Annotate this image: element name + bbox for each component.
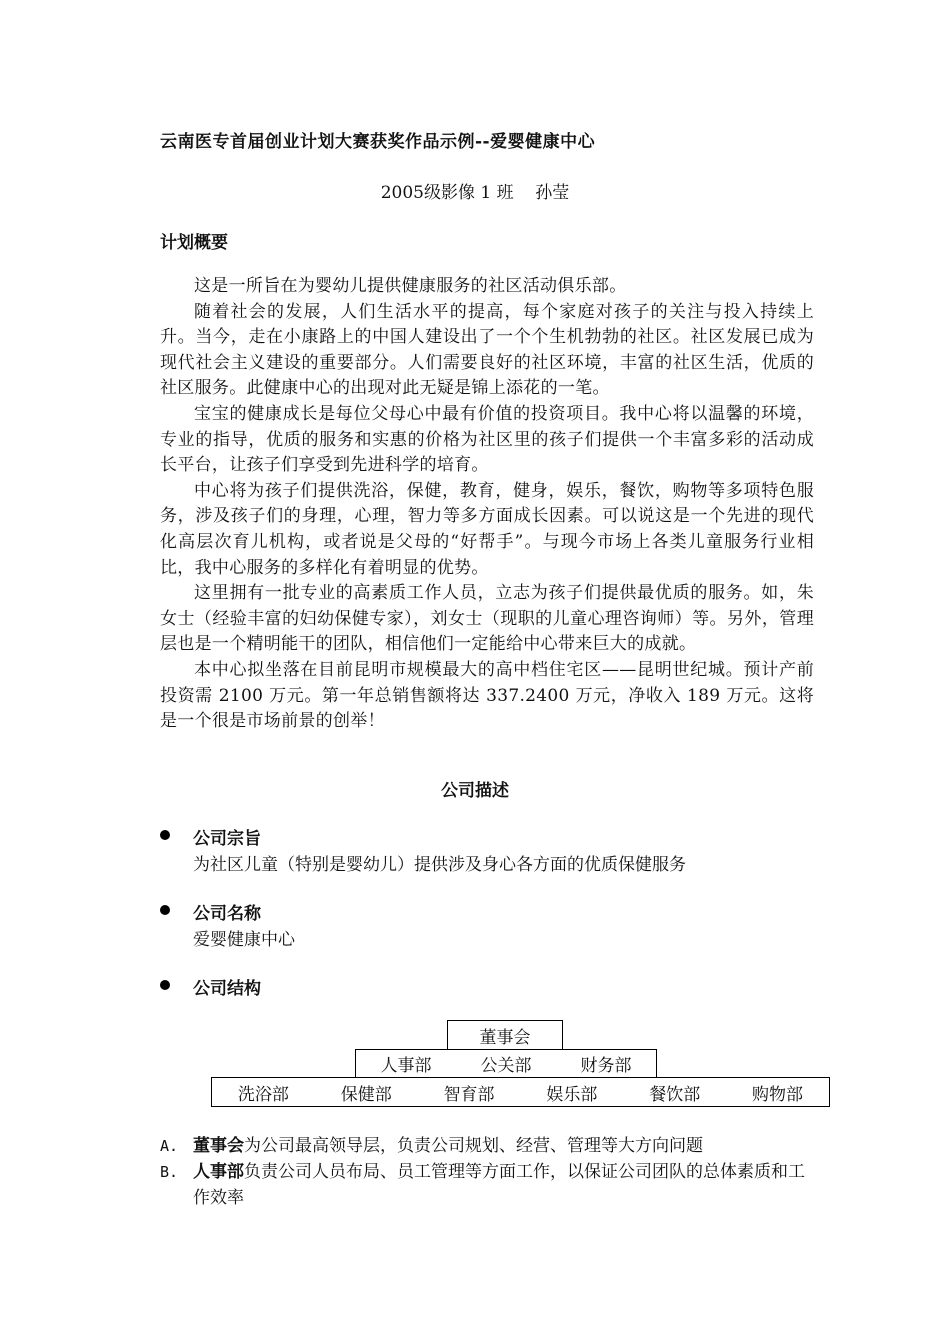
org-dept: 餐饮部	[649, 1084, 701, 1105]
org-board: 董事会	[479, 1027, 531, 1048]
list-text: 为公司最高领导层，负责公司规划、经营、管理等大方向问题	[244, 1136, 703, 1156]
org-dept: 娱乐部	[546, 1084, 598, 1105]
summary-paragraph: 这里拥有一批专业的高素质工作人员，立志为孩子们提供最优质的服务。如，朱女士（经验丰富的妇幼保健专家），刘女士（现职的儿童心理咨询师）等。另外，管理层也是一个精明能干的团队，相信他们一定能给中心带来巨大的成就。	[160, 583, 814, 655]
list-term: 人事部	[193, 1162, 244, 1182]
org-dept: 购物部	[752, 1084, 804, 1105]
author-line: 2005级影像 1 班 孙莹	[380, 183, 570, 203]
summary-paragraph: 宝宝的健康成长是每位父母心中最有价值的投资项目。我中心将以温馨的环境，专业的指导，优质的服务和实惠的价格为社区里的孩子们提供一个丰富多彩的活动成长平台，让孩子们享受到先进科学的培育。	[160, 403, 814, 476]
list-marker: B.	[160, 1163, 179, 1181]
org-dept: 人事部	[380, 1056, 432, 1076]
summary-paragraph: 随着社会的发展，人们生活水平的提高，每个家庭对孩子的关注与投入持续上升。当今，走在小康路上的中国人建设出了一个个生机勃勃的社区。社区发展已成为现代社会主义建设的重要部分。人们需要良好的社区环境，丰富的社区生活，优质的社区服务。此健康中心的出现对此无疑是锦上添花的一笔。	[160, 301, 814, 399]
bullet-icon	[160, 974, 174, 988]
org-dept: 财务部	[580, 1056, 632, 1076]
bullet-icon	[160, 824, 174, 838]
list-text: 负责公司人员布局、员工管理等方面工作，以保证公司团队的总体素质和工作效率	[193, 1162, 805, 1208]
document-title: 云南医专首届创业计划大赛获奖作品示例--爱婴健康中心	[160, 132, 596, 152]
org-bottom-box	[211, 1077, 830, 1107]
org-middle-box	[355, 1049, 657, 1078]
org-dept: 公关部	[480, 1056, 532, 1076]
summary-heading: 计划概要	[160, 233, 228, 253]
org-top-box	[447, 1020, 563, 1050]
purpose-text: 为社区儿童（特别是婴幼儿）提供涉及身心各方面的优质保健服务	[193, 855, 686, 875]
list-marker: A.	[160, 1137, 179, 1155]
org-dept: 保健部	[340, 1084, 392, 1105]
org-dept: 智育部	[443, 1084, 495, 1105]
company-heading: 公司描述	[441, 781, 509, 801]
name-text: 爱婴健康中心	[193, 930, 295, 950]
summary-paragraph: 本中心拟坐落在目前昆明市规模最大的高中档住宅区——昆明世纪城。预计产前投资需 2100 万元。第一年总销售额将达 337.2400 万元，净收入 189 万元。这将是一个很是市场前景的创举！	[160, 659, 814, 732]
summary-body	[160, 274, 814, 735]
name-label: 公司名称	[193, 904, 261, 924]
summary-paragraph: 这是一所旨在为婴幼儿提供健康服务的社区活动俱乐部。	[194, 276, 627, 296]
list-item	[160, 1159, 820, 1211]
structure-label: 公司结构	[193, 979, 261, 999]
purpose-label: 公司宗旨	[193, 829, 261, 849]
org-dept: 洗浴部	[237, 1084, 289, 1105]
summary-paragraph: 中心将为孩子们提供洗浴，保健，教育，健身，娱乐，餐饮，购物等多项特色服务，涉及孩子们的身理，心理，智力等多方面成长因素。可以说这是一个先进的现代化高层次育儿机构，或者说是父母的“好帮手”。与现今市场上各类儿童服务行业相比，我中心服务的多样化有着明显的优势。	[160, 480, 814, 578]
bullet-icon	[160, 899, 174, 913]
list-item	[160, 1133, 820, 1159]
list-term: 董事会	[193, 1136, 244, 1156]
